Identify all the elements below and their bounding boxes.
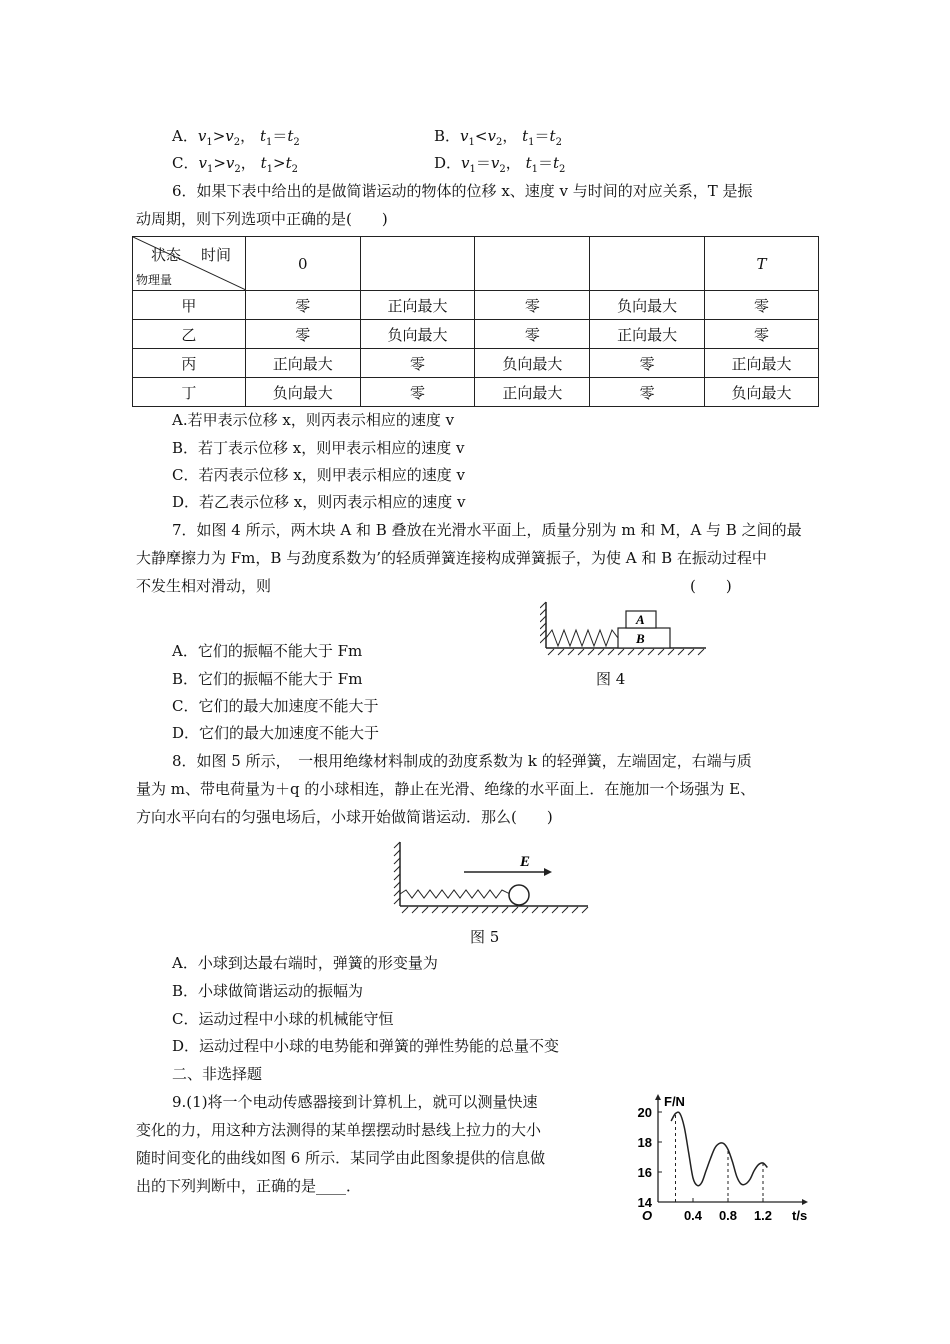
- q8-question-line1: 8．如图 5 所示， 一根用绝缘材料制成的劲度系数为 k 的轻弹簧，左端固定，右端与质: [172, 752, 752, 770]
- table-cell: 正向最大: [360, 291, 475, 320]
- q7-question-line1: 7．如图 4 所示，两木块 A 和 B 叠放在光滑水平面上，质量分别为 m 和 M，A 与 B 之间的最: [172, 521, 802, 539]
- figure-6-chart: [612, 1088, 812, 1222]
- q5-option-b: B．$v_1<v_2$， $t_1=t_2$: [434, 127, 562, 148]
- q5-option-c: C．$v_1>v_2$， $t_1>t_2$: [172, 154, 298, 175]
- q5-option-d: D．$v_1=v_2$， $t_1=t_2$: [434, 154, 566, 175]
- table-cell: 负向最大: [245, 378, 360, 407]
- header-col: [590, 237, 705, 291]
- figure-5-caption: 图 5: [470, 928, 500, 946]
- figure-5-diagram: [392, 840, 592, 916]
- table-row: [133, 349, 819, 378]
- x-tick-label: 1.2: [753, 1208, 773, 1222]
- q8-option-b: B．小球做简谐运动的振幅为: [172, 982, 364, 1000]
- y-axis-arrow: [655, 1094, 661, 1100]
- q5-option-a: A．$v_1>v_2$， $t_1=t_2$: [172, 127, 300, 148]
- block-b-label: B: [636, 631, 645, 646]
- block-a-label: A: [636, 612, 645, 627]
- table-cell: 正向最大: [590, 320, 705, 349]
- table-cell: 负向最大: [705, 378, 819, 407]
- table-header-row: [133, 237, 819, 291]
- table-cell: 零: [590, 378, 705, 407]
- q6-option-b: B．若丁表示位移 x，则甲表示相应的速度 v: [172, 439, 465, 457]
- table-cell: 零: [475, 320, 590, 349]
- q9-question-line3: 随时间变化的曲线如图 6 所示．某同学由此图象提供的信息做: [136, 1149, 546, 1167]
- table-cell: 零: [475, 291, 590, 320]
- table-cell: 负向最大: [475, 349, 590, 378]
- table-cell: 零: [705, 320, 819, 349]
- header-time: 时间: [201, 246, 232, 264]
- q6-question-line2: 动周期，则下列选项中正确的是( ): [136, 210, 388, 228]
- table-cell: 负向最大: [360, 320, 475, 349]
- q8-option-d: D．运动过程中小球的电势能和弹簧的弹性势能的总量不变: [172, 1037, 560, 1055]
- x-axis-arrow: [802, 1199, 808, 1205]
- y-tick-label: 20: [637, 1105, 652, 1120]
- header-col: [360, 237, 475, 291]
- q9-question-line4: 出的下列判断中，正确的是____．: [136, 1177, 362, 1195]
- series-line-F: [671, 1112, 767, 1186]
- header-col: T: [705, 237, 819, 291]
- row-name: 乙: [133, 320, 246, 349]
- table-cell: 正向最大: [705, 349, 819, 378]
- table-cell: 零: [245, 291, 360, 320]
- q6-table: [132, 236, 819, 407]
- q8-question-line2: 量为 m、带电荷量为＋q 的小球相连，静止在光滑、绝缘的水平面上．在施加一个场强为 E、: [136, 780, 756, 798]
- q9-question-line1: 9.(1)将一个电动传感器接到计算机上，就可以测量快速: [172, 1093, 538, 1111]
- q6-option-c: C．若丙表示位移 x，则甲表示相应的速度 v: [172, 466, 465, 484]
- q6-option-a: A.若甲表示位移 x，则丙表示相应的速度 v: [172, 411, 455, 429]
- header-col: [475, 237, 590, 291]
- table-cell: 负向最大: [590, 291, 705, 320]
- table-cell: 零: [705, 291, 819, 320]
- table-cell: 零: [590, 349, 705, 378]
- q7-question-line2: 大静摩擦力为 Fm，B 与劲度系数为’的轻质弹簧连接构成弹簧振子，为使 A 和 B 在振动过程中: [136, 549, 767, 567]
- y-tick-label: 16: [637, 1165, 652, 1180]
- q7-option-c: C．它们的最大加速度不能大于: [172, 697, 379, 715]
- x-axis-label: t/s: [792, 1208, 808, 1222]
- header-quantity: 物理量: [136, 273, 173, 287]
- x-tick-label: 0.8: [718, 1208, 738, 1222]
- row-name: 甲: [133, 291, 246, 320]
- q7-question-line3: 不发生相对滑动，则: [136, 577, 272, 595]
- x-tick-label: 0.4: [683, 1208, 703, 1222]
- header-col: 0: [245, 237, 360, 291]
- section-heading: 二、非选择题: [172, 1065, 263, 1083]
- y-tick-label: 18: [637, 1135, 652, 1150]
- row-name: 丁: [133, 378, 246, 407]
- table-corner-cell: [133, 237, 246, 291]
- q8-option-a: A．小球到达最右端时，弹簧的形变量为: [172, 954, 438, 972]
- q6-question-line1: 6．如果下表中给出的是做简谐运动的物体的位移 x、速度 v 与时间的对应关系，T 是振: [172, 182, 753, 200]
- table-row: [133, 320, 819, 349]
- q8-question-line3: 方向水平向右的匀强电场后，小球开始做简谐运动．那么( ): [136, 808, 553, 826]
- table-cell: 正向最大: [475, 378, 590, 407]
- field-e-label: E: [520, 854, 531, 870]
- row-name: 丙: [133, 349, 246, 378]
- table-cell: 零: [245, 320, 360, 349]
- header-state: 状态: [151, 246, 182, 264]
- q9-question-line2: 变化的力，用这种方法测得的某单摆摆动时悬线上拉力的大小: [136, 1121, 542, 1139]
- q7-option-a: A．它们的振幅不能大于 Fm: [172, 642, 363, 660]
- table-row: [133, 378, 819, 407]
- table-cell: 正向最大: [245, 349, 360, 378]
- q6-option-d: D．若乙表示位移 x，则丙表示相应的速度 v: [172, 493, 466, 511]
- table-cell: 零: [360, 378, 475, 407]
- figure-4-caption: 图 4: [596, 670, 626, 688]
- figure-4-diagram: [540, 600, 710, 658]
- q7-answer-bracket: ( ): [690, 577, 732, 595]
- q7-option-d: D．它们的最大加速度不能大于: [172, 724, 380, 742]
- table-row: [133, 291, 819, 320]
- table-cell: 零: [360, 349, 475, 378]
- q8-option-c: C．运动过程中小球的机械能守恒: [172, 1010, 394, 1028]
- y-axis-label: F/N: [664, 1094, 685, 1109]
- q7-option-b: B．它们的振幅不能大于 Fm: [172, 670, 363, 688]
- y-tick-label: 14: [637, 1195, 652, 1210]
- origin-label: O: [642, 1208, 653, 1222]
